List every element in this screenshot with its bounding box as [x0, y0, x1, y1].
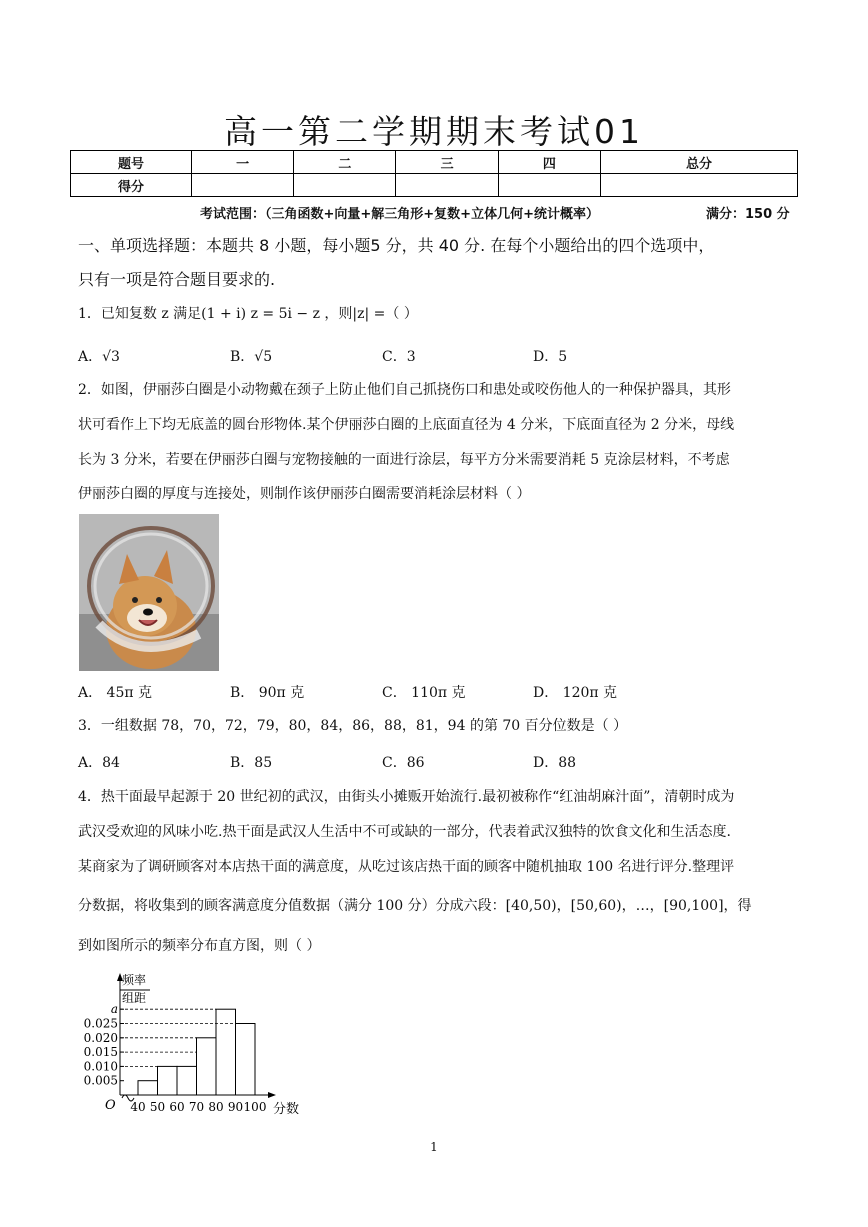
x-tick-label: 40: [130, 1100, 146, 1114]
section-heading-line2: 只有一项是符合题目要求的.: [78, 270, 276, 289]
q1-option-d: D．5: [533, 349, 568, 365]
histogram-bar: [158, 1066, 178, 1095]
y-tick-label: a: [110, 1002, 118, 1017]
q1-option-c: C．3: [382, 349, 416, 365]
header-cell: 一: [192, 151, 294, 174]
score-cell: [294, 174, 396, 197]
frequency-histogram: [70, 965, 330, 1125]
q4-line: 4．热干面最早起源于 20 世纪初的武汉，由街头小摊贩开始流行.最初被称作“红油胡麻汁面”，清朝时成为: [78, 789, 735, 805]
x-tick-label: 50: [149, 1100, 166, 1114]
score-cell: [498, 174, 600, 197]
ylabel-top: 频率: [122, 973, 147, 987]
exam-scope: 考试范围：（三角函数+向量+解三角形+复数+立体几何+统计概率）: [200, 207, 599, 222]
q4-line: 某商家为了调研顾客对本店热干面的满意度，从吃过该店热干面的顾客中随机抽取 100 名进行评分.整理评: [78, 859, 735, 875]
score-cell: [600, 174, 797, 197]
histogram-bar: [197, 1038, 217, 1095]
q3-option-d: D．88: [533, 755, 577, 771]
q3-option-b: B．85: [230, 755, 273, 771]
score-cell: [396, 174, 498, 197]
q1-option-b: B．√5: [230, 349, 273, 365]
xlabel: 分数: [273, 1102, 300, 1117]
page-title: 高一第二学期期末考试01: [224, 112, 644, 151]
x-tick-label: 70: [188, 1100, 205, 1114]
q2-option-a: A． 45π 克: [78, 685, 153, 701]
q2-line: 状可看作上下均无底盖的圆台形物体.某个伊丽莎白圈的上底面直径为 4 分米，下底面直径为 2 分米，母线: [78, 417, 735, 433]
q4-line: 武汉受欢迎的风味小吃.热干面是武汉人生活中不可或缺的一部分，代表着武汉独特的饮食文化和生活态度.: [78, 824, 731, 840]
ylabel-bottom: 组距: [122, 991, 147, 1005]
header-cell: 二: [294, 151, 396, 174]
x-axis-arrow: [268, 1092, 276, 1098]
y-tick-label: 0.015: [83, 1045, 118, 1060]
x-tick-label: 100: [243, 1100, 267, 1114]
score-cell: [192, 174, 294, 197]
q2-option-c: C． 110π 克: [382, 685, 466, 701]
y-tick-label: 0.010: [83, 1059, 118, 1074]
q2-line: 2．如图，伊丽莎白圈是小动物戴在颈子上防止他们自己抓挠伤口和患处或咬伤他人的一种保护器具，其形: [78, 382, 731, 398]
score-table-header-row: [71, 151, 798, 174]
q1-option-a: A．√3: [78, 349, 120, 365]
q3-option-a: A．84: [78, 755, 120, 771]
q1-stem: 1．已知复数 z 满足(1 + i) z = 5i − z ，则|z| =（ ）: [78, 306, 418, 322]
page-number: 1: [430, 1140, 438, 1154]
q2-option-b: B． 90π 克: [230, 685, 305, 701]
y-tick-label: 0.020: [83, 1030, 118, 1045]
score-table: [70, 150, 798, 197]
origin-label: O: [105, 1098, 116, 1113]
dog-cone-photo: [79, 514, 219, 671]
section-heading-line1: 一、单项选择题：本题共 8 小题，每小题5 分，共 40 分. 在每个小题给出的四个选项中，: [78, 236, 715, 255]
histogram-bar: [177, 1066, 197, 1095]
q2-line: 长为 3 分米，若要在伊丽莎白圈与宠物接触的一面进行涂层，每平方分米需要消耗 5 克涂层材料，不考虑: [78, 452, 730, 468]
q2-option-d: D． 120π 克: [533, 685, 618, 701]
q4-line: 到如图所示的频率分布直方图，则（ ）: [78, 938, 321, 954]
score-table-score-row: [71, 174, 798, 197]
y-tick-label: 0.025: [83, 1016, 118, 1031]
header-cell: 题号: [71, 151, 192, 174]
y-tick-label: 0.005: [83, 1073, 118, 1088]
q3-option-c: C．86: [382, 755, 425, 771]
q3-stem: 3．一组数据 78，70，72，79，80，84，86，88，81，94 的第 70 百分位数是（ ）: [78, 718, 628, 734]
x-tick-label: 60: [169, 1100, 185, 1114]
row-label: 得分: [71, 174, 192, 197]
histogram-bar: [138, 1081, 158, 1095]
header-cell: 三: [396, 151, 498, 174]
header-cell: 总分: [600, 151, 797, 174]
full-score: 满分：150 分: [706, 207, 790, 222]
histogram-bar: [216, 1009, 236, 1095]
q2-line: 伊丽莎白圈的厚度与连接处，则制作该伊丽莎白圈需要消耗涂层材料（ ）: [78, 486, 531, 502]
x-tick-label: 80: [208, 1100, 224, 1114]
header-cell: 四: [498, 151, 600, 174]
histogram-bar: [236, 1024, 256, 1096]
x-tick-label: 90: [227, 1100, 244, 1114]
q4-line: 分数据，将收集到的顾客满意度分值数据（满分 100 分）分成六段：[40,50)，[50,60)，…，[90,100]，得: [78, 898, 752, 914]
